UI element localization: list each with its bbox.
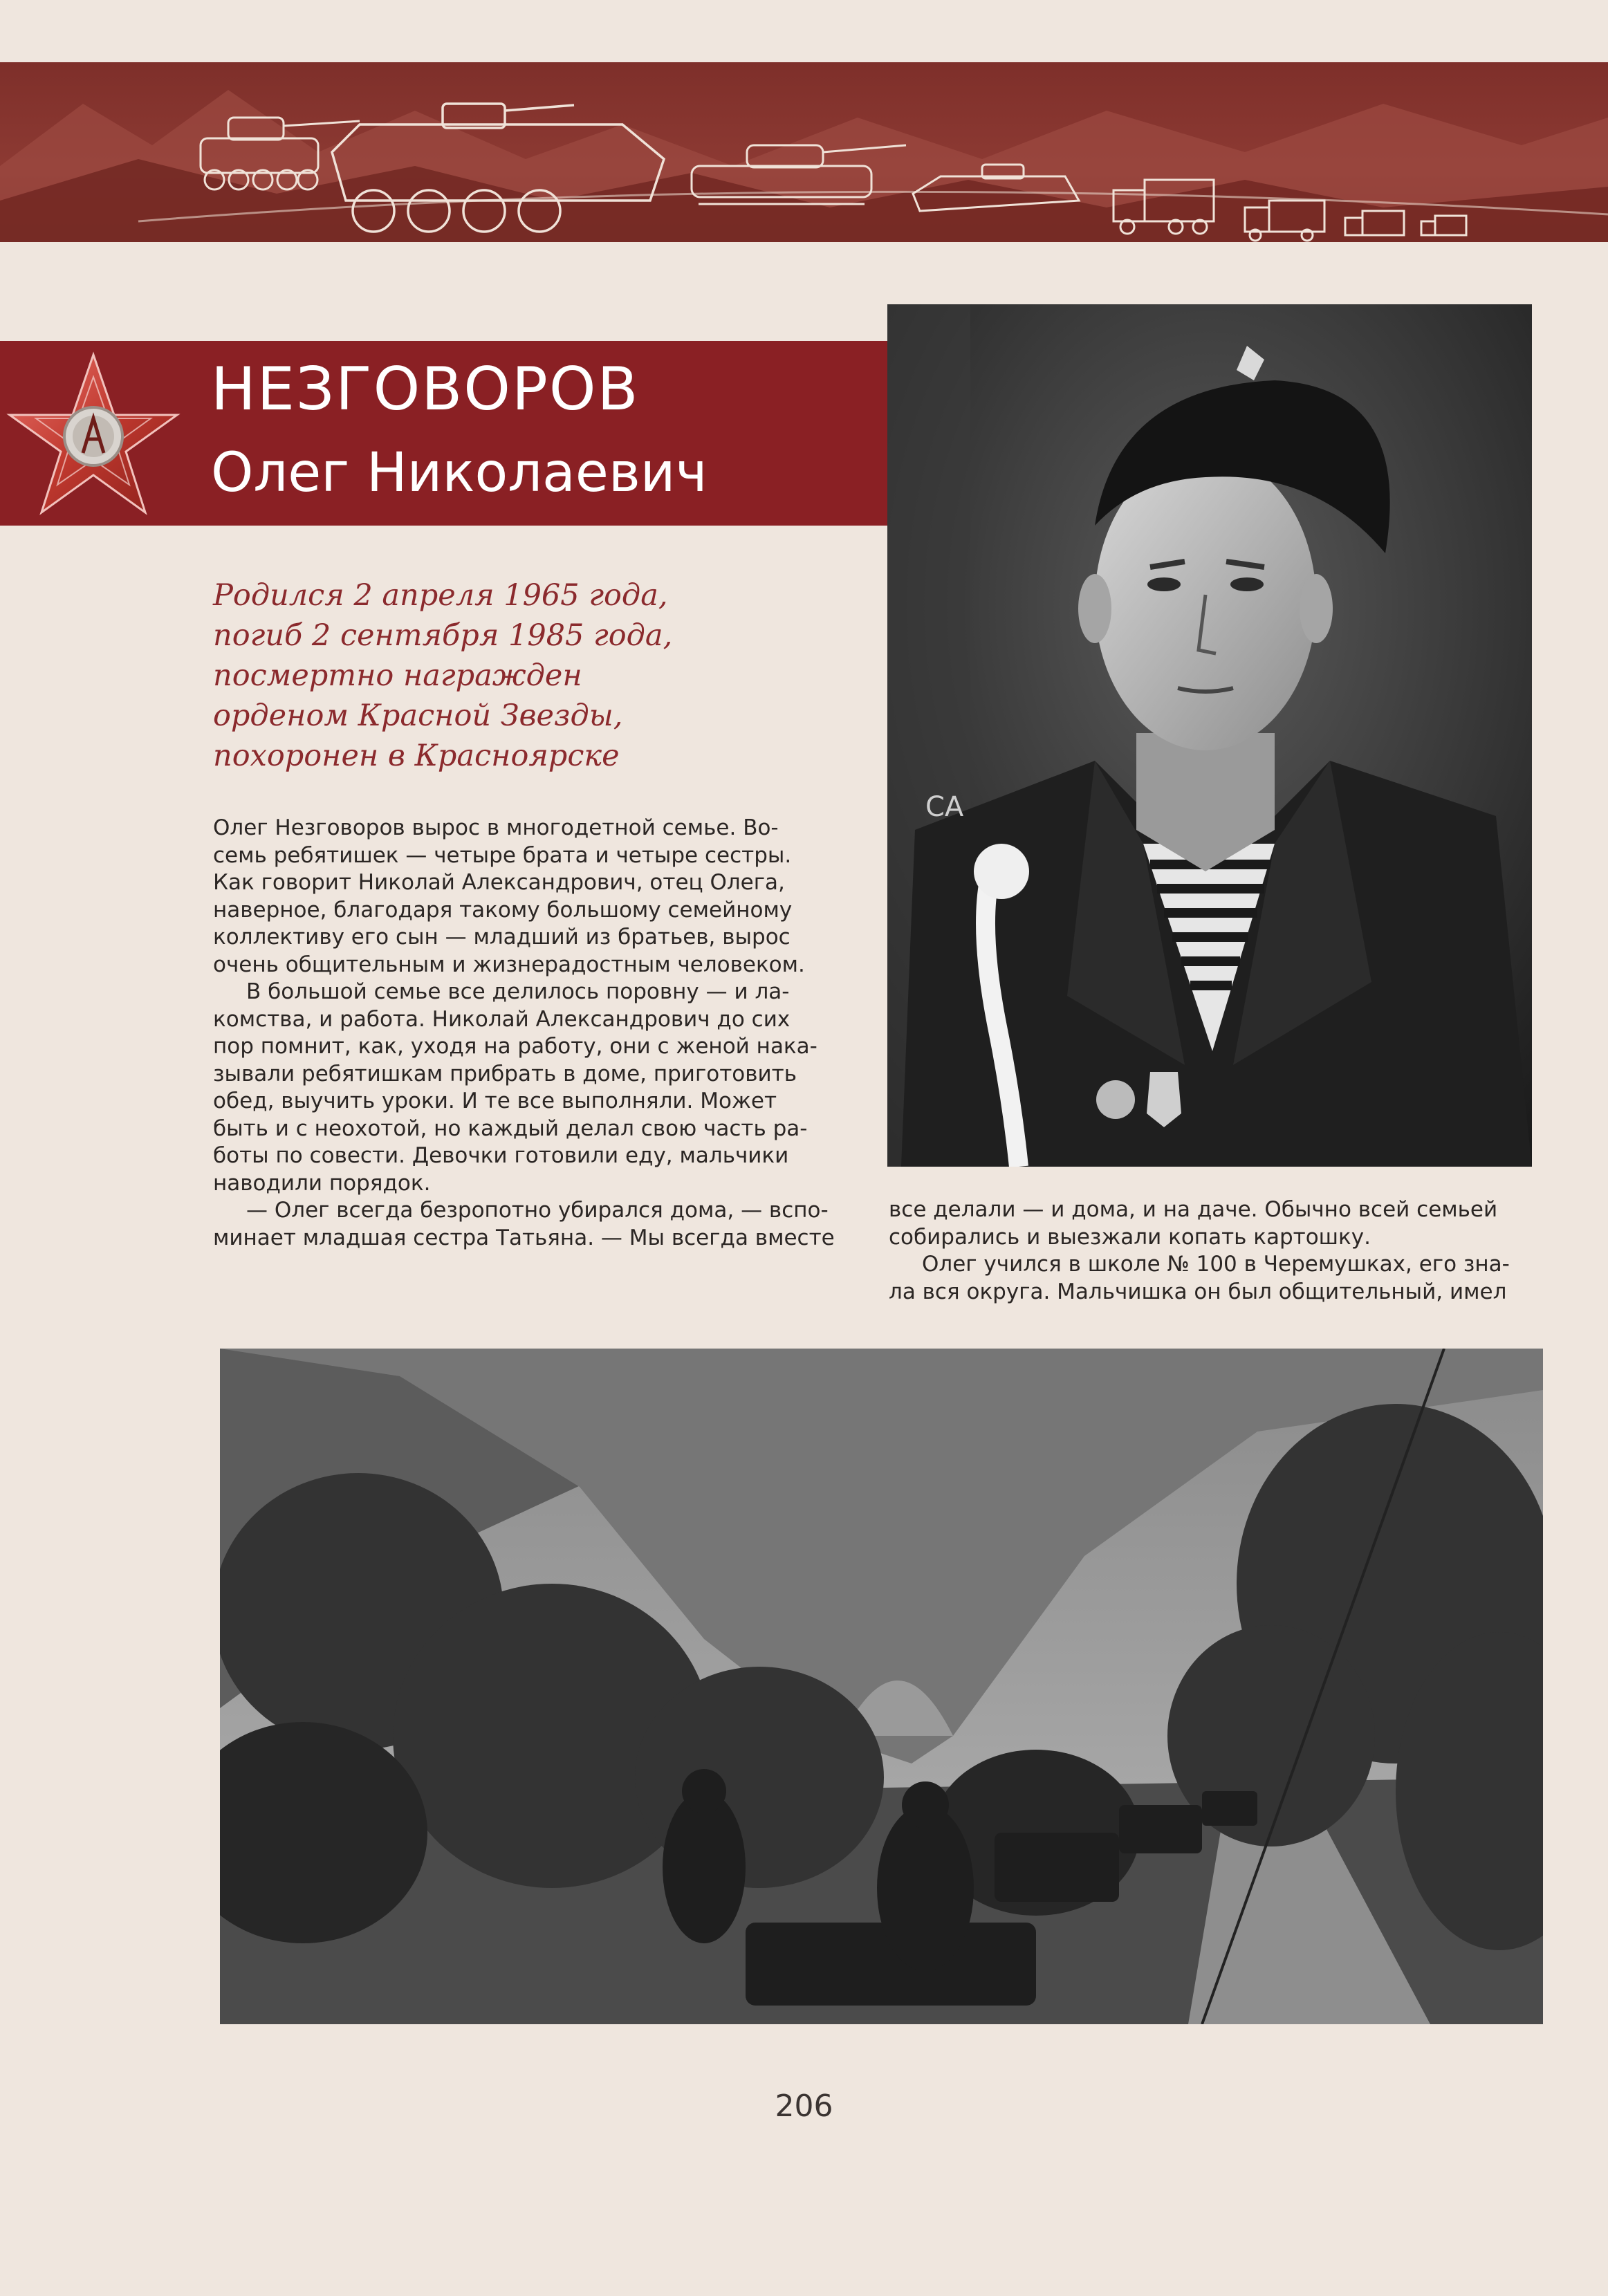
person-name: Олег Николаевич — [211, 442, 708, 504]
intro-line: орденом Красной Звезды, — [213, 698, 623, 733]
text-line: очень общительным и жизнерадостным человеком. — [213, 952, 805, 977]
text-line: Как говорит Николай Александрович, отец Олега, — [213, 870, 785, 895]
text-line: В большой семье все делилось поровну — и ла- — [246, 979, 790, 1004]
intro-line: похоронен в Красноярске — [213, 739, 620, 773]
body-text-left-column — [213, 815, 863, 1252]
mountain-convoy-photo — [220, 1349, 1543, 2024]
soldier-portrait-photo — [887, 304, 1532, 1167]
person-surname: НЕЗГОВОРОВ — [211, 355, 640, 424]
text-line: быть и с неохотой, но каждый делал свою часть ра- — [213, 1115, 808, 1141]
svg-text:СА: СА — [925, 791, 964, 823]
intro-line: погиб 2 сентября 1985 года, — [213, 618, 673, 653]
text-line: Олег учился в школе № 100 в Черемушках, его зна- — [922, 1252, 1510, 1277]
text-line: обед, выучить уроки. И те все выполняли. Может — [213, 1089, 777, 1113]
text-line: минает младшая сестра Татьяна. — Мы всегда вместе — [213, 1225, 835, 1250]
text-line: все делали — и дома, и на даче. Обычно всей семьей — [889, 1197, 1498, 1222]
convoy-illustration — [0, 62, 1608, 242]
text-line: коллективу его сын — младший из братьев, вырос — [213, 925, 791, 950]
text-line: зывали ребятишкам прибрать в доме, приготовить — [213, 1061, 797, 1086]
red-star-order-icon — [6, 349, 182, 519]
intro-line: Родился 2 апреля 1965 года, — [213, 578, 668, 613]
text-line: собирались и выезжали копать картошку. — [889, 1224, 1371, 1250]
biography-intro — [213, 575, 822, 776]
header-decoration — [0, 62, 1608, 242]
body-text-right-column — [889, 1196, 1539, 1306]
text-line: наводили порядок. — [213, 1170, 431, 1196]
text-line: — Олег всегда безропотно убирался дома, — вспо- — [246, 1198, 829, 1223]
intro-line: посмертно награжден — [213, 658, 582, 693]
text-line: ла вся округа. Мальчишка он был общительный, имел — [889, 1279, 1507, 1304]
page-number: 206 — [775, 2089, 833, 2124]
text-line: Олег Незговоров вырос в многодетной семье. Во- — [213, 815, 779, 840]
text-line: пор помнит, как, уходя на работу, они с женой нака- — [213, 1034, 817, 1059]
text-line: семь ребятишек — четыре брата и четыре сестры. — [213, 842, 792, 868]
text-line: наверное, благодаря такому большому семейному — [213, 897, 793, 923]
text-line: боты по совести. Девочки готовили еду, мальчики — [213, 1143, 789, 1168]
text-line: комства, и работа. Николай Александрович до сих — [213, 1006, 791, 1032]
